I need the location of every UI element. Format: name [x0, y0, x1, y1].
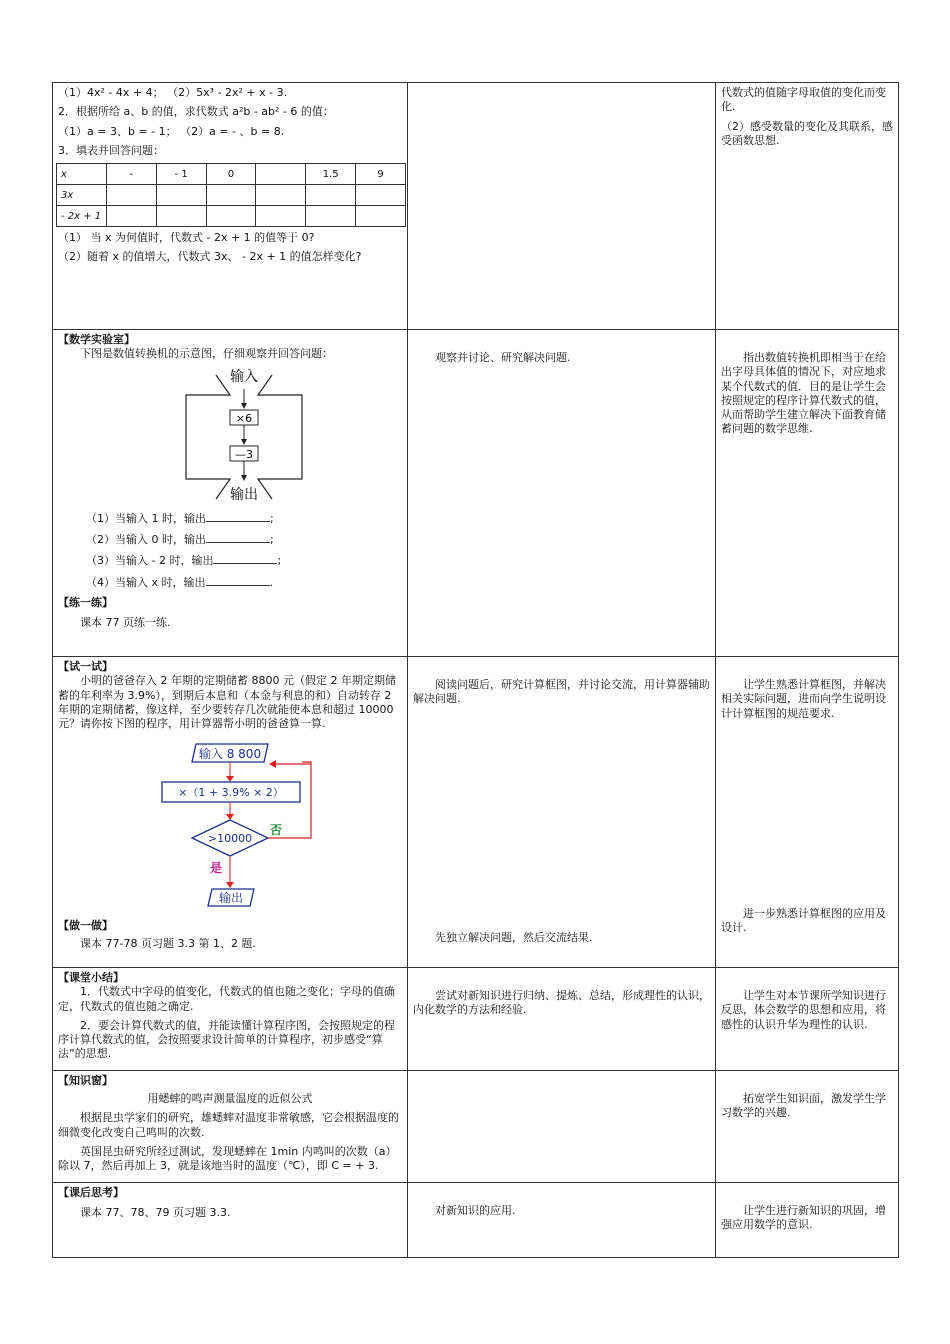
lab-question: （2）当输入 0 时，输出 ; [86, 533, 274, 547]
homework-text: 课本 77、78、79 页习题 3.3. [80, 1205, 231, 1219]
fill-cell [156, 185, 206, 206]
fill-cell [306, 185, 356, 206]
exercise-3: 3．填表并回答问题： [58, 143, 164, 157]
knowledge-row [53, 1070, 899, 1182]
fill-cell [106, 206, 156, 227]
section-heading: 【课堂小结】 [58, 971, 124, 984]
section-heading: 【练一练】 [58, 596, 113, 610]
number-machine-diagram [58, 367, 403, 507]
section-heading: 【课后思考】 [58, 1185, 124, 1199]
fill-cell [256, 206, 306, 227]
knowledge-title: 用蟋蟀的鸣声测量温度的近似公式 [147, 1092, 313, 1106]
fill-cell [256, 185, 306, 206]
flow-output-label: 输出 [218, 891, 244, 906]
lesson-plan-page [52, 82, 898, 1258]
lesson-table [52, 82, 899, 1258]
question-3b: （2）随着 x 的值增大，代数式 3x、 - 2x + 1 的值怎样变化? [58, 250, 362, 264]
section-heading: 【做一做】 [58, 918, 113, 932]
lab-question: （4）当输入 x 时，输出 . [86, 575, 274, 589]
intent-text: 代数式的值随字母取值的变化而变化. [721, 86, 886, 114]
flow-no-label: 否 [270, 823, 283, 838]
fill-cell [356, 206, 406, 227]
activity-cell [408, 83, 716, 330]
fill-cell [156, 206, 206, 227]
activity-text: 观察并讨论、研究解决问题. [435, 351, 571, 364]
summary-text: 1．代数式中字母的值变化，代数式的值也随之变化；字母的值确定，代数式的值也随之确定. [58, 985, 395, 1013]
intent-text: 指出数值转换机即相当于在给出字母具体值的情况下，对应地求某个代数式的值．目的是让学生会按照规定的程序计算代数式的值，从而帮助学生建立解决下面教育储蓄问题的数学思维. [721, 351, 886, 436]
section-heading: 【试一试】 [58, 660, 113, 673]
fill-cell [206, 206, 256, 227]
try-text: 小明的爸爸存入 2 年期的定期储蓄 8800 元（假定 2 年期定期储蓄的年利率为 3.9%），到期后本息和（本金与利息的和）自动转存 2 年期的定期储蓄，像这样，至少要转存几次就能使本息和超过 10000 元？请你按下图的程序，用计算器帮小明的爸爸算一算. [58, 674, 396, 731]
summary-row [53, 968, 899, 1071]
exercise-2: 2．根据所给 a、b 的值，求代数式 a²b - ab² - 6 的值： [58, 105, 334, 119]
savings-flowchart [58, 736, 403, 914]
exercise-1: （1）4x² - 4x + 4； （2）5x³ - 2x² + x - 3. [58, 86, 288, 99]
fill-header-cell: 0 [206, 164, 256, 185]
question-3a: （1） 当 x 为何值时，代数式 - 2x + 1 的值等于 0? [58, 231, 315, 245]
activity-text: 先独立解决问题，然后交流结果. [435, 931, 593, 944]
intent-text: 让学生进行新知识的巩固，增强应用数学的意识. [721, 1203, 886, 1231]
section-heading: 【数学实验室】 [58, 333, 135, 346]
machine-output-label: 输出 [230, 486, 258, 503]
activity-text: 尝试对新知识进行归纳、提炼、总结，形成理性的认识，内化数学的方法和经验. [413, 989, 710, 1017]
lab-question: （3）当输入 - 2 时，输出 ; [86, 554, 282, 568]
activity-text: 对新知识的应用. [435, 1203, 516, 1217]
summary-text: 2．要会计算代数式的值，并能读懂计算程序图，会按照规定的程序计算代数式的值，会按照要求设计简单的计算程序，初步感受“算法”的思想. [58, 1018, 395, 1061]
fill-cell [356, 185, 406, 206]
section-heading: 【知识窗】 [58, 1073, 113, 1087]
fill-cell [206, 185, 256, 206]
knowledge-text: 根据昆虫学家们的研究，雄蟋蟀对温度非常敏感，它会根据温度的细微变化改变自己鸣叫的次数. [58, 1111, 399, 1139]
fill-row-label: - 2x + 1 [57, 206, 107, 227]
fill-header-cell: - [106, 164, 156, 185]
intent-text: 进一步熟悉计算框图的应用及设计. [721, 907, 886, 935]
activity-cell [408, 1070, 716, 1182]
lab-intro: 下图是数值转换机的示意图，仔细观察并回答问题： [80, 347, 333, 361]
lab-question: （1）当输入 1 时，输出 ; [86, 511, 274, 525]
subtract-label: —3 [235, 447, 253, 461]
fill-header-cell: - 1 [156, 164, 206, 185]
intent-text: 让学生对本节课所学知识进行反思，体会数学的思想和应用，将感性的认识升华为理性的认识. [721, 989, 886, 1031]
machine-input-label: 输入 [230, 368, 258, 385]
flow-process-label: ×（1 + 3.9% × 2） [178, 786, 284, 800]
lab-row [53, 330, 899, 657]
fill-cell [106, 185, 156, 206]
exercise-row [53, 83, 899, 330]
lab-questions [58, 511, 402, 590]
flow-input-label: 输入 8 800 [198, 747, 262, 762]
homework-row [53, 1182, 899, 1257]
knowledge-text: 英国昆虫研究所经过测试，发现蟋蟀在 1min 内鸣叫的次数（a）除以 7，然后再加上 3，就是该地当时的温度（℃），即 C = + 3. [58, 1144, 397, 1173]
fill-row-label: 3x [57, 185, 107, 206]
practice-text: 课本 77 页练一练. [80, 616, 171, 630]
fill-cell [306, 206, 356, 227]
try-row [53, 657, 899, 968]
multiply-label: ×6 [235, 411, 253, 425]
do-text: 课本 77-78 页习题 3.3 第 1、2 题. [80, 937, 256, 951]
flow-yes-label: 是 [210, 861, 223, 876]
fill-header-cell: x [57, 164, 107, 185]
intent-text: 拓宽学生知识面，激发学生学习数学的兴趣. [721, 1091, 886, 1120]
intent-text: 让学生熟悉计算框图，并解决相关实际问题，进而向学生说明设计计算框图的规范要求. [721, 678, 886, 720]
fill-header-cell [256, 164, 306, 185]
activity-text: 阅读问题后，研究计算框图，并讨论交流，用计算器辅助解决问题. [413, 678, 710, 706]
exercise-2-sub: （1）a = 3、b = - 1； （2）a = - 、b = 8. [58, 124, 285, 138]
flow-decision-label: >10000 [207, 832, 253, 846]
fill-header-cell: 9 [356, 164, 406, 185]
fill-header-cell: 1.5 [306, 164, 356, 185]
intent-text: （2）感受数量的变化及其联系，感受函数思想. [721, 119, 893, 147]
fill-table [56, 163, 406, 227]
